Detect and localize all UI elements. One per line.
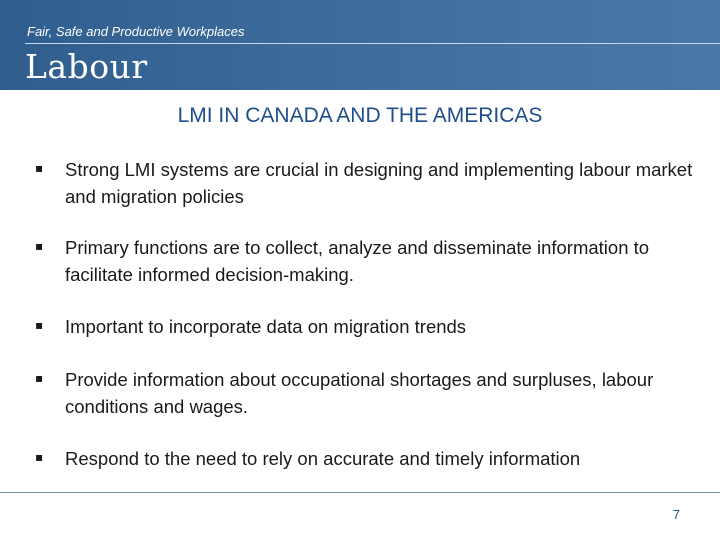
- bullet-square-icon: ▪: [35, 161, 44, 175]
- bullet-text: Respond to the need to rely on accurate and timely information: [65, 448, 581, 469]
- header-tagline: Fair, Safe and Productive Workplaces: [27, 24, 245, 39]
- bullet-square-icon: ▪: [35, 371, 44, 385]
- header-banner: [0, 0, 720, 90]
- brand-wordmark: Labour: [25, 47, 148, 86]
- bullet-text: Primary functions are to collect, analyze and disseminate information to facilitate informed decision-making.: [65, 237, 650, 285]
- slide-title: LMI IN CANADA AND THE AMERICAS: [177, 104, 543, 127]
- bullet-square-icon: ▪: [35, 450, 44, 464]
- header-divider: [25, 43, 720, 44]
- page-number: 7: [672, 507, 680, 522]
- bullet-square-icon: ▪: [35, 318, 44, 332]
- bullet-text: Important to incorporate data on migration trends: [65, 316, 467, 337]
- bullet-text: Provide information about occupational shortages and surpluses, labour conditions and wages.: [65, 369, 654, 417]
- footer-divider: [0, 492, 720, 493]
- bullet-square-icon: ▪: [35, 239, 44, 253]
- bullet-text: Strong LMI systems are crucial in designing and implementing labour market and migration policies: [65, 159, 693, 207]
